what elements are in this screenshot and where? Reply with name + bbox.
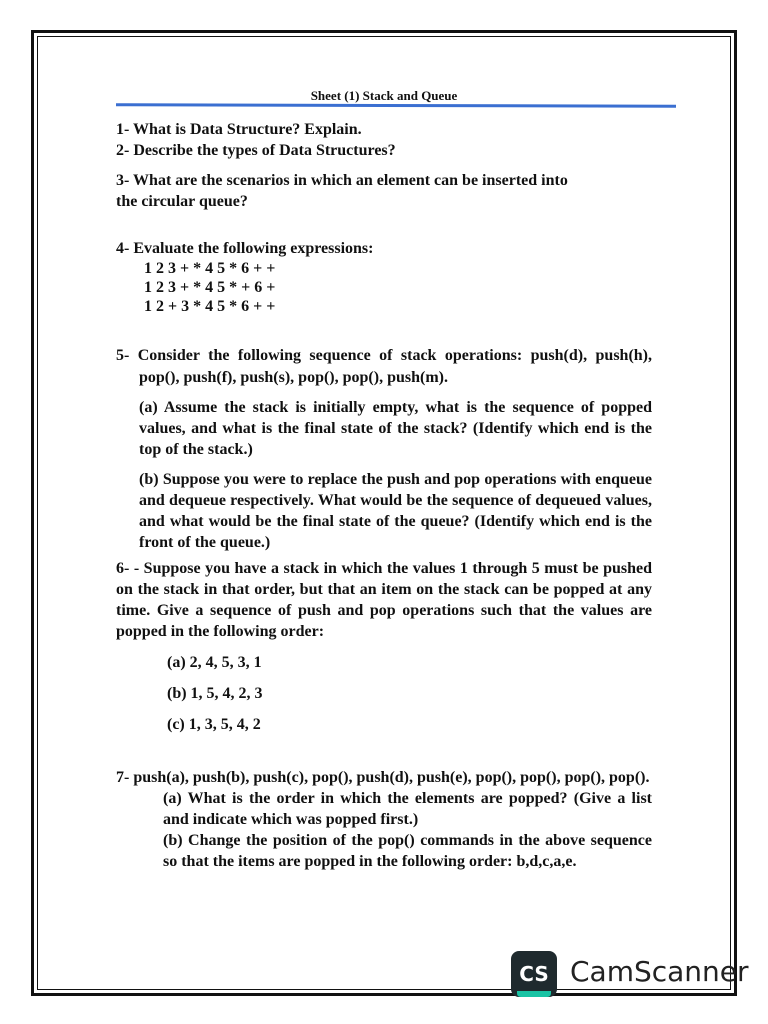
camscanner-logo	[511, 951, 557, 997]
question-2: 2- Describe the types of Data Structures?	[116, 142, 396, 159]
question-5: 5- Consider the following sequence of stack operations: push(d), push(h), pop(), push(f), push(s), pop(), pop(), push(m).	[116, 347, 652, 386]
question-3-line-2: the circular queue?	[116, 193, 248, 210]
question-6c: (c) 1, 3, 5, 4, 2	[167, 716, 261, 733]
expression-3: 1 2 + 3 * 4 5 * 6 + +	[144, 298, 276, 315]
question-6a: (a) 2, 4, 5, 3, 1	[167, 654, 262, 671]
expression-2: 1 2 3 + * 4 5 * + 6 +	[144, 279, 276, 296]
question-5a: (a) Assume the stack is initially empty, what is the sequence of popped values, and what is the final state of the stack? (Identify which end is the top of the stack.)	[139, 399, 652, 458]
sheet-title: Sheet (1) Stack and Queue	[310, 88, 458, 103]
camscanner-logo-text: CS	[519, 962, 549, 986]
question-6: 6- - Suppose you have a stack in which the values 1 through 5 must be pushed on the stack in that order, but that an item on the stack can be popped at any time. Give a sequence of push and pop operations such that the values are popped in the following order:	[116, 560, 652, 640]
question-list	[116, 119, 652, 872]
question-1: 1- What is Data Structure? Explain.	[116, 121, 362, 138]
question-7b: (b) Change the position of the pop() commands in the above sequence so that the items are popped in the following order: b,d,c,a,e.	[163, 832, 652, 870]
camscanner-watermark: CamScanner	[570, 955, 749, 988]
question-5b: (b) Suppose you were to replace the push and pop operations with enqueue and dequeue respectively. What would be the sequence of dequeued values, and what would be the final state of the queue? (Identify which end is the front of the queue.)	[139, 471, 652, 551]
question-7a: (a) What is the order in which the elements are popped? (Give a list and indicate which was popped first.)	[163, 790, 652, 828]
question-4: 4- Evaluate the following expressions:	[116, 240, 374, 257]
question-6b: (b) 1, 5, 4, 2, 3	[167, 685, 263, 702]
expression-1: 1 2 3 + * 4 5 * 6 + +	[144, 260, 276, 277]
question-3-line-1: 3- What are the scenarios in which an element can be inserted into	[116, 172, 568, 189]
question-7: 7- push(a), push(b), push(c), pop(), push(d), push(e), pop(), pop(), pop(), pop().	[116, 769, 650, 786]
